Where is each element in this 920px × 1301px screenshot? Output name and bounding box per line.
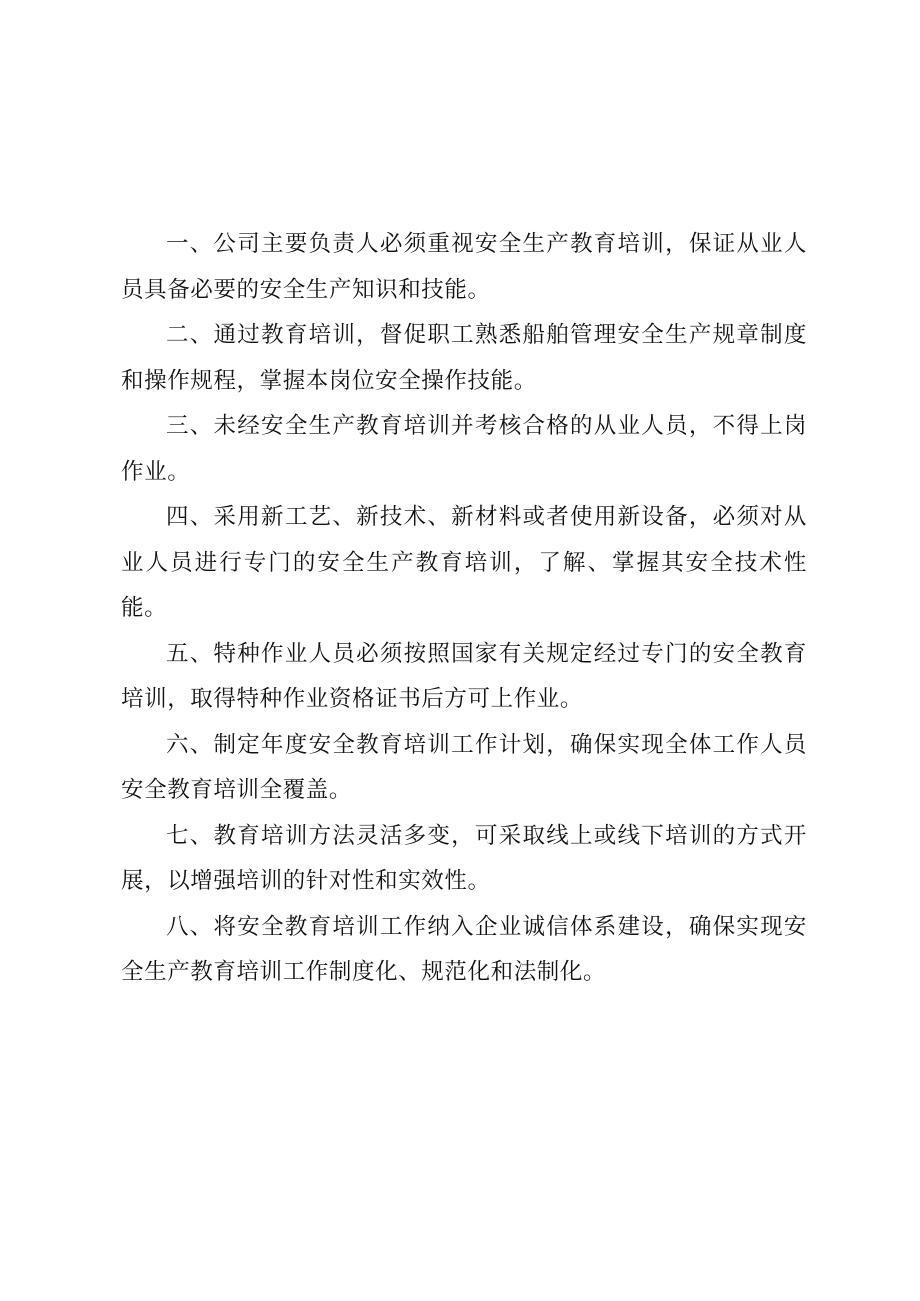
document-body	[121, 222, 807, 996]
paragraph-4: 四、采用新工艺、新技术、新材料或者使用新设备，必须对从业人员进行专门的安全生产教育培训，了解、掌握其安全技术性能。	[121, 504, 807, 621]
paragraph-8: 八、将安全教育培训工作纳入企业诚信体系建设，确保实现安全生产教育培训工作制度化、规范化和法制化。	[121, 913, 807, 985]
paragraph-5: 五、特种作业人员必须按照国家有关规定经过专门的安全教育培训，取得特种作业资格证书后方可上作业。	[121, 640, 807, 712]
paragraph-7: 七、教育培训方法灵活多变，可采取线上或线下培训的方式开展，以增强培训的针对性和实效性。	[121, 822, 807, 894]
paragraph-1: 一、公司主要负责人必须重视安全生产教育培训，保证从业人员具备必要的安全生产知识和技能。	[121, 231, 807, 303]
paragraph-6: 六、制定年度安全教育培训工作计划，确保实现全体工作人员安全教育培训全覆盖。	[121, 731, 807, 803]
paragraph-3: 三、未经安全生产教育培训并考核合格的从业人员，不得上岗作业。	[121, 413, 807, 485]
paragraph-2: 二、通过教育培训，督促职工熟悉船舶管理安全生产规章制度和操作规程，掌握本岗位安全操作技能。	[121, 322, 807, 394]
